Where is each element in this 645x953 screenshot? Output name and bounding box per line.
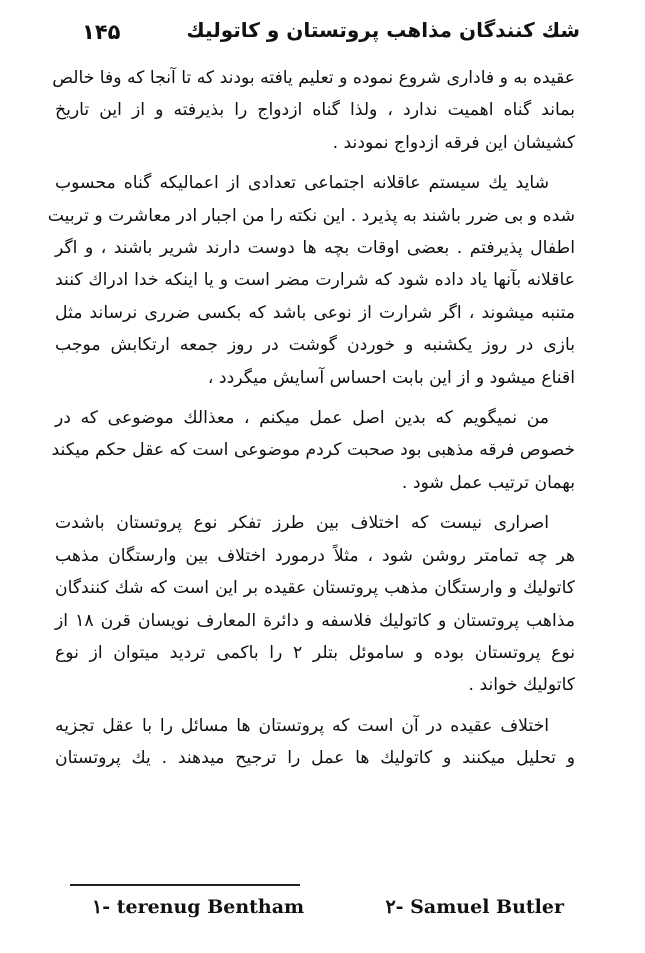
page-header: [70, 18, 580, 48]
paragraph: [55, 710, 575, 775]
text-line: هر چه تمامتر روشن شود ، مثلاً درمورد اختلاف بین وارستگان مذهب: [55, 545, 575, 566]
text-line: من نمیگویم که بدین اصل عمل میکنم ، معذالك موضوعی که در: [55, 408, 549, 429]
text-line: بازی در روز یکشنبه و خوردن گوشت در روز جمعه ارتکابش موجب: [55, 335, 575, 356]
text-line: بهمان ترتیب عمل شود .: [401, 472, 575, 493]
footnote-2: ۲- Samuel Butler: [385, 896, 564, 918]
text-line: و تحلیل میکنند و کاتولیك ها عمل را ترجیح میدهند . یك پروتستان: [55, 748, 575, 769]
text-line: نوع پروتستان بوده و ساموئل بتلر ۲ را باکمی تردید میتوان از نوع: [55, 642, 575, 663]
text-line: بماند گناه اهمیت ندارد ، ولذا گناه ازدواج را بذیرفته و از این تاریخ: [55, 100, 575, 121]
paragraph: [55, 507, 575, 701]
text-line: عقیده به و فاداری شروع نموده و تعلیم یافته بودند که تا آنجا که وفا خالص: [52, 68, 575, 88]
footnote-divider: [70, 884, 300, 886]
text-line: اصراری نیست که اختلاف بین طرز تفکر نوع پروتستان باشدت: [55, 513, 549, 534]
text-line: کاتولیك خواند .: [468, 675, 575, 696]
text-line: خصوص فرقه مذهبی بود صحبت کردم موضوعی است که عقل حکم میکند: [51, 440, 575, 461]
text-line: شاید یك سیستم عاقلانه اجتماعی تعدادی از اعمالیکه گناه محسوب: [55, 173, 549, 194]
footnote-1: ۱- terenug Bentham: [92, 896, 305, 918]
text-line: متنبه میشوند ، اگر شرارت از نوعی باشد که بکسی ضرری نرساند مثل: [55, 302, 575, 323]
text-line: کشیشان این فرقه ازدواج نمودند .: [332, 132, 575, 153]
text-line: اطفال پذیرفتم . بعضی اوقات بچه ها دوست دارند شریر باشند ، و اگر: [55, 238, 575, 259]
paragraph: [52, 62, 575, 159]
text-line: اقناع میشود و از این بابت احساس آسایش میگردد ،: [207, 367, 575, 388]
text-line: عاقلانه بآنها یاد داده شود که شرارت مضر است و یا اینکه خدا ادراك كنند: [55, 270, 575, 291]
text-line: کاتولیك و وارستگان مذهب پروتستان عقیده بر این است که شك كنندگان: [55, 578, 575, 599]
text-line: مذاهب پروتستان و کاتولیك فلاسفه و دائرة المعارف نویسان قرن ۱۸ از: [55, 610, 575, 631]
footnotes: [70, 896, 570, 930]
running-title: شك كنندگان مذاهب پروتستان و كاتوليك: [186, 18, 580, 42]
paragraph: [47, 167, 575, 394]
page-number: ۱۴۵: [82, 20, 121, 44]
body-text: [47, 62, 575, 783]
text-line: شده و بی ضرر باشند به پذیرد . این نکته را من اجبار ادر معاشرت و تربیت: [47, 205, 575, 226]
text-line: اختلاف عقیده در آن است که پروتستان ها مسائل را با عقل تجزیه: [55, 715, 549, 736]
paragraph: [51, 402, 575, 499]
